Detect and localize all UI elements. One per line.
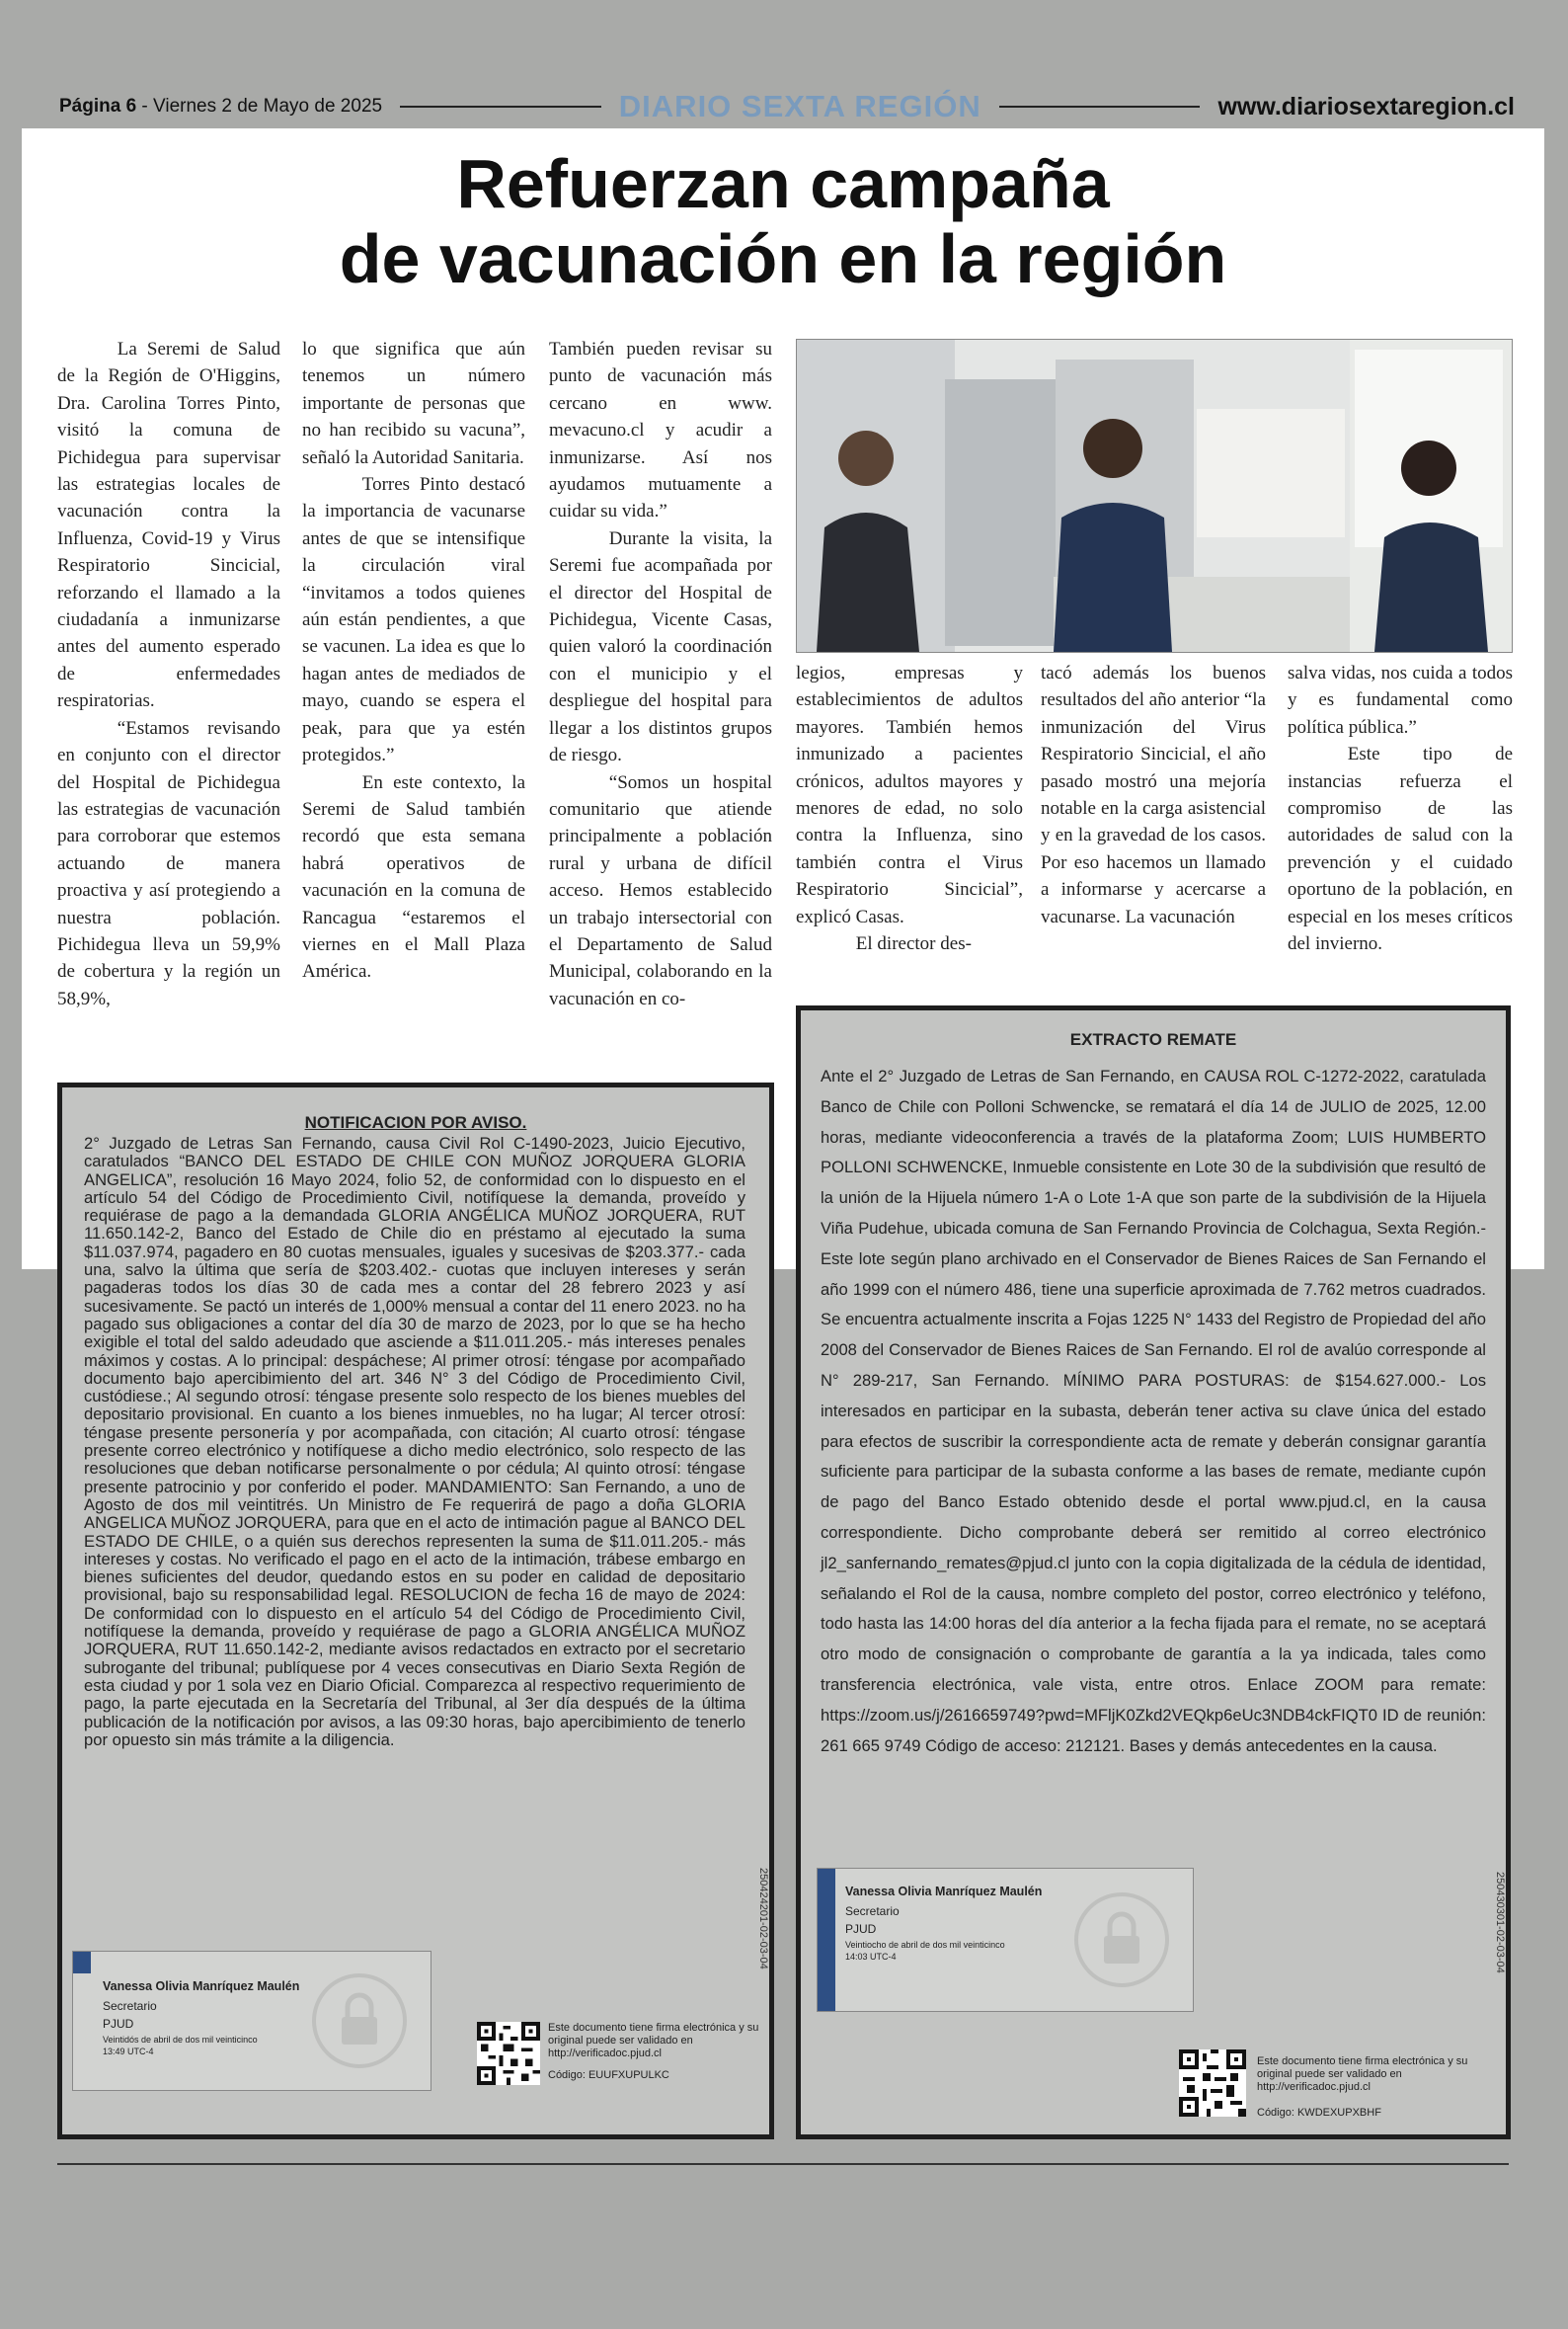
paragraph: Durante la visita, la Seremi fue acompañada por el director del Hospital de Pichidegua, Vicente Casas, quien valoró la coordinación con el municipio y el despliegue del hospital para llegar a los distintos grupos de riesgo. (549, 527, 772, 766)
signer-name: Vanessa Olivia Manríquez Maulén (103, 1979, 300, 1993)
paragraph: legios, empresas y establecimientos de adultos mayores. También hemos inmunizado a pacientes crónicos, adultos mayores y menores de edad, no solo contra la Influenza, sino también contra el Virus Respiratorio Sincicial”, explicó Casas. (796, 663, 1023, 927)
paragraph: El director des- (855, 933, 972, 955)
signer-name: Vanessa Olivia Manríquez Maulén (845, 1885, 1043, 1898)
signer-role: Secretario (103, 1999, 157, 2013)
bottom-rule (57, 2163, 1509, 2165)
signature-box (817, 1868, 1194, 2012)
headline (22, 146, 1544, 296)
signature-bar (818, 1869, 835, 2011)
paragraph: Este tipo de instancias refuerza el compromiso de las autoridades de salud con la prevención y el cuidado oportuno de la población, en especial en los meses críticos del invierno. (1288, 744, 1513, 955)
signature-date: Veintidós de abril de dos mil veinticinco (103, 2035, 258, 2045)
verify-text: Este documento tiene firma electrónica y su original puede ser validado en http://verificadoc.pjud.cl (548, 2022, 759, 2059)
document-code: Código: KWDEXUPXBHF (1257, 2107, 1381, 2119)
paragraph: La Seremi de Salud de la Región de O'Higgins, Dra. Carolina Torres Pinto, visitó la comuna de Pichidegua para supervisar las estrategias locales de vacunación contra la Influenza, Covid-19 y Virus Respiratorio Sincicial, reforzando el llamado a la ciudadanía a inmunizarse antes del aumento esperado de enfermedades respiratorias. (57, 339, 280, 712)
side-code: 250424201-02-03-04 (757, 1868, 769, 1969)
article-column-5 (1041, 660, 1266, 930)
notice-title: EXTRACTO REMATE (1069, 1030, 1237, 1049)
masthead-rule-right (999, 106, 1201, 108)
paragraph: Torres Pinto destacó la importancia de vacunarse antes de que se intensifique la circulación viral “invitamos a todos quienes aún están pendientes, a que se vacunen. La idea es que lo hagan antes de mediados de mayo, cuando se espera el peak, para que ya estén protegidos.” (302, 474, 525, 766)
notice-notificacion-aviso (57, 1083, 774, 2139)
paragraph: lo que significa que aún tenemos un número importante de personas que no han recibido su vacuna”, señaló la Autoridad Sanitaria. (302, 339, 525, 468)
lock-icon (310, 1971, 409, 2070)
page-date: Página 6 - Viernes 2 de Mayo de 2025 (59, 96, 383, 117)
notice-body: Ante el 2° Juzgado de Letras de San Fernando, en CAUSA ROL C-1272-2022, caratulada Banco de Chile con Polloni Schwencke, se rematará el día 14 de JULIO de 2025, 12.00 horas, mediante videoconferencia a través de la plataforma Zoom; LUIS HUMBERTO POLLONI SCHWENCKE, Inmueble consistente en Lote 30 de la subdivisión que resultó de la unión de la Hijuela número 1-A o Lote 1-A que son parte de la subdivisión de la Hijuela Viña Pudehue, ubicada comuna de San Fernando Provincia de Colchagua, Sexta Región.- Este lote según plano archivado en el Conservador de Bienes Raices de San Fernando el año 1999 con el número 486, tiene una superficie aproximada de 7.762 metros cuadrados. Se encuentra actualmente inscrita a Fojas 1225 N° 1433 del Registro de Propiedad del año 2008 del Conservador de Bienes Raices de San Fernando. El rol de avalúo corresponde al N° 289-217, San Fernando. MÍNIMO PARA POSTURAS: de $154.627.000.- Los interesados en participar en la subasta, deberán tener activa su clave única del estado para efectos de suscribir la correspondiente acta de remate y deberán consignar garantía suficiente para participar de la subasta conforme a las bases de remate, mediante cupón de pago del Banco Estado obtenido desde el portal www.pjud.cl, en la causa correspondiente. Dicho comprobante deberá ser remitido al correo electrónico jl2_sanfernando_remates@pjud.cl junto con la copia digitalizada de la cédula de identidad, señalando el Rol de la causa, nombre completo del postor, correo electrónico y teléfono, todo hasta las 14:00 horas del día anterior a la fecha fijada para el remate, no se aceptará otro modo de consignación o comprobante de garantía a la ya indicada, tales como transferencia electrónica, vale vista, entre otros. Enlace ZOOM para remate: https://zoom.us/j/2616659749?pwd=MFljK0Zkd2VEQkp6eUc3NDB4ckFIQT0 ID de reunión: 261 665 9749 Código de acceso: 212121. Bases y demás antecedentes en la causa. (821, 1067, 1486, 1755)
article-photo (796, 339, 1513, 653)
verify-text: Este documento tiene firma electrónica y su original puede ser validado en http://verificadoc.pjud.cl (1257, 2055, 1468, 2093)
signer-org: PJUD (845, 1922, 877, 1936)
paragraph: En este contexto, la Seremi de Salud también recordó que esta semana habrá operativos de vacunación en la comuna de Rancagua “estaremos el viernes en el Mall Plaza América. (302, 771, 525, 983)
notice-extracto-remate (796, 1005, 1511, 2139)
notice-title: NOTIFICACION POR AVISO. (304, 1113, 527, 1132)
side-code: 250430301-02-03-04 (1494, 1872, 1506, 1973)
article-column-2 (302, 336, 525, 986)
website-link[interactable]: www.diariosextaregion.cl (1217, 92, 1515, 120)
qr-code-icon (477, 2022, 540, 2085)
paper-name: DIARIO SEXTA REGIÓN (618, 89, 981, 123)
paragraph: “Estamos revisando en conjunto con el director del Hospital de Pichidegua las estrategias de vacunación para corroborar que estemos actuando de manera proactiva y así protegiendo a nuestra población. Pichidegua lleva un 59,9% de cobertura y la región un 58,9%, (57, 717, 280, 1009)
signer-role: Secretario (845, 1904, 900, 1918)
article-column-3 (549, 336, 772, 1012)
document-code: Código: EUUFXUPULKC (548, 2069, 669, 2081)
headline-line-2: de vacunación en la región (339, 220, 1227, 297)
signature-box (72, 1951, 431, 2091)
headline-line-1: Refuerzan campaña (456, 145, 1110, 222)
paragraph: “Somos un hospital comunitario que atiende principalmente a población rural y urbana de difícil acceso. Hemos establecido un trabajo intersectorial con el Departamento de Salud Municipal, colaborando en la vacunación en co- (549, 771, 772, 1009)
paragraph: También pueden revisar su punto de vacunación más cercano en www. mevacuno.cl y acudir a inmunizarse. Así nos ayudamos mutuamente a cuidar su vida.” (549, 339, 772, 522)
article-column-4 (796, 660, 1023, 957)
paragraph: tacó además los buenos resultados del año anterior “la inmunización del Virus Respiratorio Sincicial, el año pasado mostró una mejoría notable en la carga asistencial y en la gravedad de los casos. Por eso hacemos un llamado a informarse y acercarse a vacunarse. La vacunación (1041, 663, 1266, 927)
signature-time: 14:03 UTC-4 (845, 1952, 897, 1962)
article-column-1 (57, 336, 280, 1012)
signature-date: Veintiocho de abril de dos mil veinticinco (845, 1940, 1005, 1950)
qr-code-icon (1179, 2049, 1246, 2117)
notice-body: 2° Juzgado de Letras San Fernando, causa Civil Rol C-1490-2023, Juicio Ejecutivo, caratulados “BANCO DEL ESTADO DE CHILE CON MUÑOZ JORQUERA GLORIA ANGELICA”, resolución 16 Mayo 2024, folio 52, de conformidad con lo dispuesto en el artículo 54 del Código de Procedimiento Civil, notifíquese la demanda, proveído y requiérase de pago a la demandada GLORIA ANGÉLICA MUÑOZ JORQUERA, RUT 11.650.142-2, Banco del Estado de Chile dio en préstamo al ejecutado la suma $11.037.974, pagadero en 80 cuotas mensuales, iguales y sucesivas de $203.377.- cada una, salvo la última que sería de $203.402.- cuotas que incluyen intereses y serán pagaderas todos los días 30 de cada mes a contar del 28 febrero 2023 y así sucesivamente. Se pactó un interés de 1,000% mensual a contar del 11 enero 2023. no ha pagado sus obligaciones a contar del día 30 de marzo de 2023, por lo que se ha hecho exigible el total del saldo adeudado que asciende a $11.011.205.- más intereses penales máximos y costas. A lo principal: despáchese; Al primer otrosí: téngase por acompañado documento bajo apercibimiento del art. 346 N° 3 del Código de Procedimiento Civil, custódiese.; Al segundo otrosí: téngase presente solo respecto de los bienes muebles del depositario provisional. En cuanto a los bienes inmuebles, no ha lugar; Al tercer otrosí: téngase presente personería y por acompañada, con citación; Al cuarto otrosí: téngase presente correo electrónico y notifíquese a dicho medio electrónico, solo respecto de las resoluciones que deban notificarse personalmente o por cédula; Al quinto otrosí: téngase presente patrocinio y por conferido el poder. MANDAMIENTO: San Fernando, a uno de Agosto de dos mil veintitrés. Un Ministro de Fe requerirá de pago a doña GLORIA ANGELICA MUÑOZ JORQUERA, para que en el acto de intimación pague al BANCO DEL ESTADO DE CHILE, o a quién sus derechos representen la suma de $11.011.205.- más intereses y costas. No verificado el pago en el acto de la intimación, trábese embargo en bienes suficientes del deudor, quedando estos en su poder en calidad de depositario provisional, bajo su responsabilidad legal. RESOLUCION de fecha 16 de mayo de 2024: De conformidad con lo dispuesto en el artículo 54 del Código de Procedimiento Civil, notifíquese la demanda, proveído y requiérase de pago a GLORIA ANGÉLICA MUÑOZ JORQUERA, RUT 11.650.142-2, mediante avisos redactados en extracto por el secretario subrogante del tribunal; publíquese por 4 veces consecutivas en Diario Sexta Región de esta ciudad y por 1 sola vez en Diario Oficial. Comparezca al respectivo requerimiento de pago, la parte ejecutada en la Secretaría del Tribunal, al 3er día después de la última publicación de la notificación por avisos, a las 09:30 horas, bajo apercibimiento de tenerlo por opuesto sin más trámite a la diligencia. (84, 1134, 745, 1749)
signature-bar (73, 1952, 91, 1973)
signature-time: 13:49 UTC-4 (103, 2047, 154, 2056)
paragraph: salva vidas, nos cuida a todos y es fundamental como política pública.” (1288, 663, 1513, 738)
article-column-6 (1288, 660, 1513, 957)
lock-icon (1072, 1890, 1171, 1989)
signer-org: PJUD (103, 2017, 134, 2031)
masthead (59, 85, 1515, 128)
masthead-rule-left (400, 106, 601, 108)
photo-illustration (797, 340, 1512, 652)
